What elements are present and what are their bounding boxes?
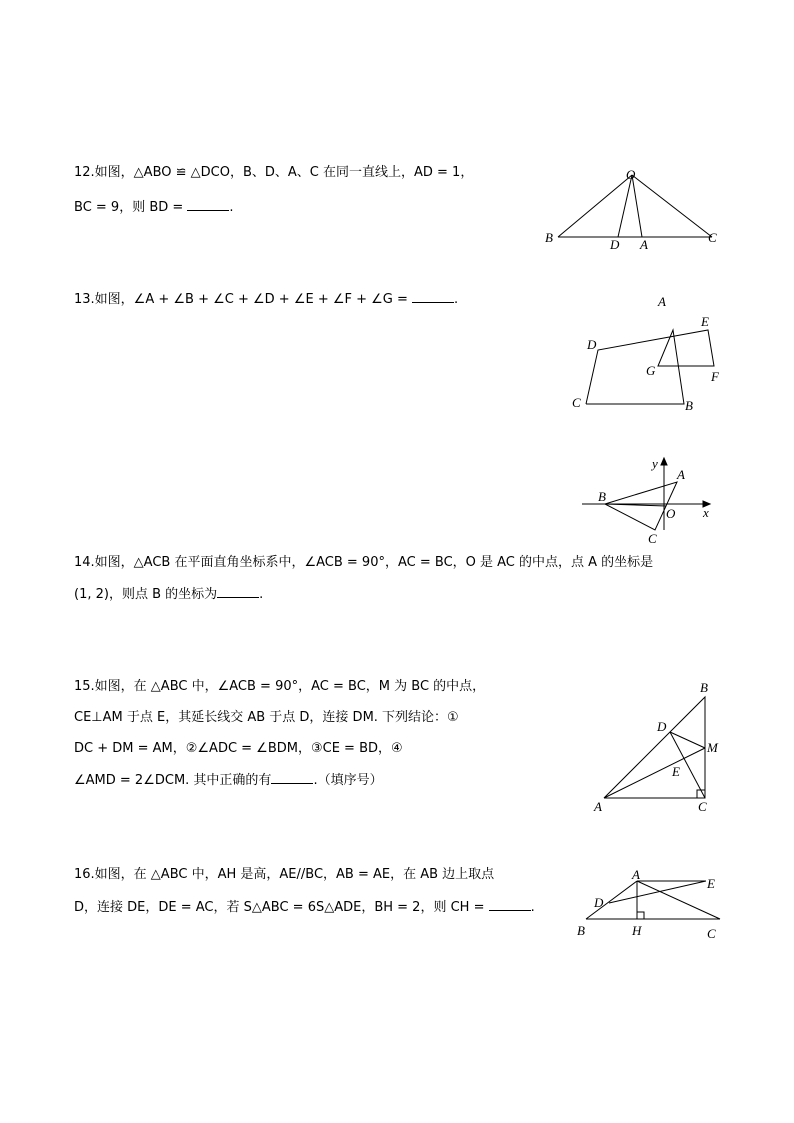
- q13-label-C: C: [572, 395, 581, 410]
- q14-answer-blank[interactable]: [217, 585, 259, 598]
- q14-line1: [74, 554, 653, 572]
- q16-figure: [574, 866, 734, 941]
- q15-label-B: B: [700, 680, 708, 695]
- q15-line1: [74, 678, 485, 696]
- q12-line2: [74, 198, 234, 217]
- q13-label-E: E: [701, 314, 709, 329]
- q15-label-E: E: [672, 764, 680, 779]
- q12-label-B: B: [545, 230, 553, 245]
- q14-text-2: (1, 2)，则点 B 的坐标为: [74, 587, 218, 602]
- q13-answer-blank[interactable]: [412, 290, 454, 303]
- q13-tail: .: [454, 292, 459, 307]
- q16-text-1: 16.如图，在 △ABC 中，AH 是高，AE//BC，AB = AE，在 AB 边上取点: [74, 867, 495, 882]
- q12-label-O: O: [626, 167, 636, 182]
- q13-figure: [568, 292, 728, 417]
- q15-text-3: DC + DM = AM，②∠ADC = ∠BDM，③CE = BD，④: [74, 741, 403, 756]
- q15-line3: [74, 740, 403, 758]
- q14-line2: [74, 585, 263, 604]
- q16-label-E: E: [707, 876, 715, 891]
- q16-line1: [74, 866, 494, 884]
- q15-answer-blank[interactable]: [271, 771, 313, 784]
- q12-line1: [74, 164, 473, 182]
- q14-label-O: O: [666, 506, 676, 521]
- q13-line1: [74, 290, 458, 309]
- q14-label-B: B: [598, 489, 606, 504]
- q13-label-F: F: [711, 369, 719, 384]
- q14-label-C: C: [648, 531, 657, 546]
- q15-line2: [74, 709, 459, 727]
- q13-label-G: G: [646, 363, 656, 378]
- q12-tail: .: [229, 200, 234, 215]
- q16-answer-blank[interactable]: [489, 898, 531, 911]
- q15-text-1: 15.如图，在 △ABC 中，∠ACB = 90°，AC = BC，M 为 BC 的中点，: [74, 679, 486, 694]
- q12-text-1: 12.如图，△ABO ≌ △DCO，B、D、A、C 在同一直线上，AD = 1，: [74, 165, 474, 180]
- q12-label-C: C: [708, 230, 717, 245]
- q12-label-A: A: [640, 237, 648, 252]
- q14-label-y: y: [652, 456, 658, 471]
- q15-line4: [74, 771, 383, 790]
- q15-label-M: M: [707, 740, 718, 755]
- q15-text-4: ∠AMD = 2∠DCM. 其中正确的有: [74, 773, 272, 788]
- q12-answer-blank[interactable]: [187, 198, 229, 211]
- q16-label-D: D: [594, 895, 604, 910]
- q16-label-A: A: [632, 867, 640, 882]
- q16-label-B: B: [577, 923, 585, 938]
- q13-label-D: D: [587, 337, 597, 352]
- q15-label-A: A: [594, 799, 602, 814]
- q14-figure: [580, 452, 730, 547]
- q12-label-D: D: [610, 237, 620, 252]
- q14-label-A: A: [677, 467, 685, 482]
- q12-figure: [540, 165, 725, 255]
- q13-text-1: 13.如图，∠A + ∠B + ∠C + ∠D + ∠E + ∠F + ∠G =: [74, 292, 413, 307]
- q15-label-D: D: [657, 719, 667, 734]
- q16-tail: .: [530, 900, 535, 915]
- q12-text-2: BC = 9，则 BD =: [74, 200, 188, 215]
- q13-label-B: B: [685, 398, 693, 413]
- q16-line2: [74, 898, 535, 917]
- q16-text-2: D，连接 DE，DE = AC，若 S△ABC = 6S△ADE，BH = 2，则 CH =: [74, 900, 489, 915]
- q14-tail: .: [259, 587, 264, 602]
- q16-label-H: H: [632, 923, 642, 938]
- q15-tail: .（填序号）: [313, 773, 383, 788]
- q15-figure: [590, 680, 730, 820]
- q14-text-1: 14.如图，△ACB 在平面直角坐标系中，∠ACB = 90°，AC = BC，O 是 AC 的中点，点 A 的坐标是: [74, 555, 654, 570]
- q15-label-C: C: [698, 799, 707, 814]
- q16-label-C: C: [707, 926, 716, 941]
- q15-text-2: CE⊥AM 于点 E，其延长线交 AB 于点 D，连接 DM. 下列结论：①: [74, 710, 459, 725]
- q14-label-x: x: [703, 505, 709, 520]
- q13-label-A: A: [658, 294, 666, 309]
